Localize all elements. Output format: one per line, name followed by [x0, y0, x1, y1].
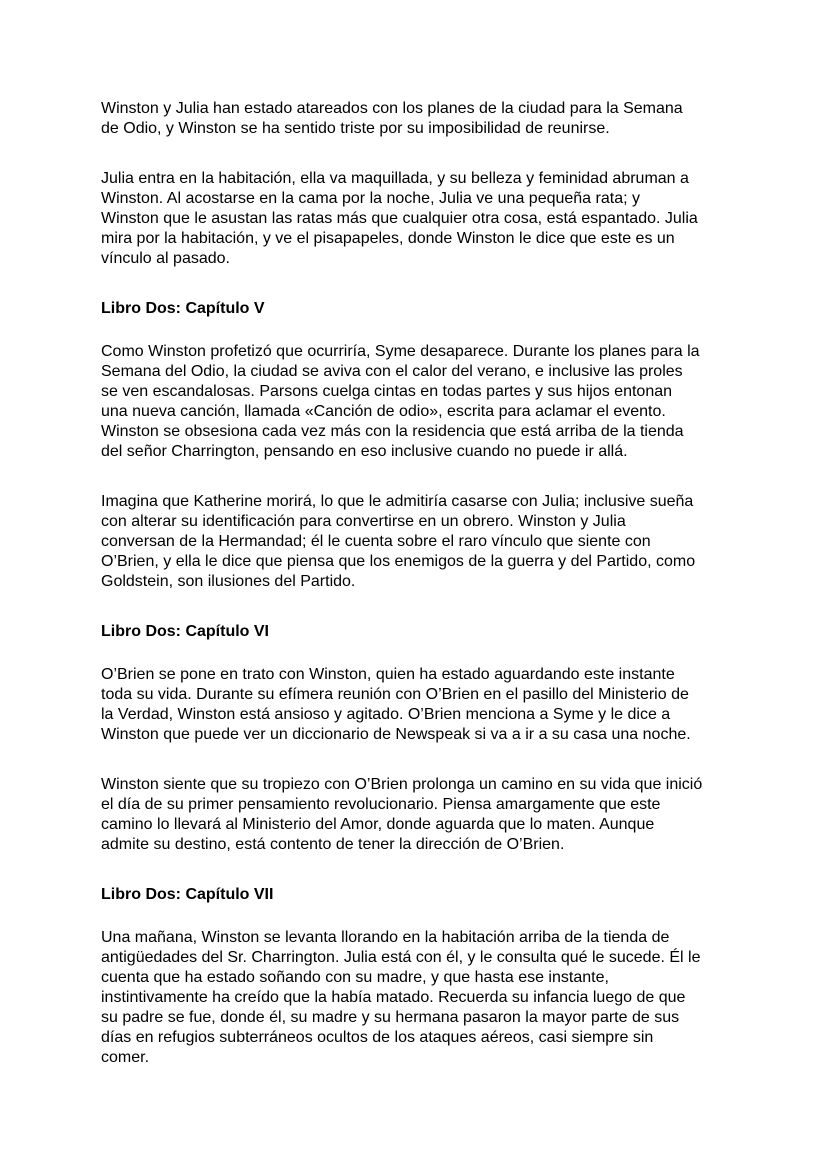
- paragraph-obrien-trato: O’Brien se pone en trato con Winston, quien ha estado aguardando este instante toda su vida. Durante su efímera reunión con O’Brien en el pasillo del Ministerio de la Verdad, Winston está ansioso y agitado. O’Brien menciona a Syme y le dice a Winston que puede ver un diccionario de Newspeak si va a ir a su casa una noche.: [101, 666, 691, 743]
- paragraph-tropiezo: Winston siente que su tropiezo con O’Brien prolonga un camino en su vida que inició el día de su primer pensamiento revolucionario. Piensa amargamente que este camino lo llevará al Ministerio del Amor, donde aguarda que lo maten. Aunque admite su destino, está contento de tener la dirección de O’Brien.: [101, 776, 703, 853]
- heading-capitulo-vi: Libro Dos: Capítulo VI: [101, 623, 269, 640]
- paragraph-julia-rata: Julia entra en la habitación, ella va maquillada, y su belleza y feminidad abruman a Winston. Al acostarse en la cama por la noche, Julia ve una pequeña rata; y Winston que le asustan las ratas más que cualquier otra cosa, está espantado. Julia mira por la habitación, y ve el pisapapeles, donde Winston le dice que este es un vínculo al pasado.: [101, 170, 698, 267]
- heading-capitulo-v: Libro Dos: Capítulo V: [101, 300, 265, 317]
- paragraph-syme-desaparece: Como Winston profetizó que ocurriría, Syme desaparece. Durante los planes para la Semana del Odio, la ciudad se aviva con el calor del verano, e inclusive las proles se ven escandalosas. Parsons cuelga cintas en todas partes y sus hijos entonan una nueva canción, llamada «Canción de odio», escrita para aclamar el evento. Winston se obsesiona cada vez más con la residencia que está arriba de la tienda del señor Charrington, pensando en eso inclusive cuando no puede ir allá.: [101, 343, 700, 460]
- paragraph-katherine: Imagina que Katherine morirá, lo que le admitiría casarse con Julia; inclusive sueña con alterar su identificación para convertirse en un obrero. Winston y Julia conversan de la Hermandad; él le cuenta sobre el raro vínculo que siente con O’Brien, y ella le dice que piensa que los enemigos de la guerra y del Partido, como Goldstein, son ilusiones del Partido.: [101, 493, 696, 590]
- heading-capitulo-vii: Libro Dos: Capítulo VII: [101, 886, 274, 903]
- document-body: [101, 99, 741, 1068]
- paragraph-manana-llorando: Una mañana, Winston se levanta llorando en la habitación arriba de la tienda de antigüedades del Sr. Charrington. Julia está con él, y le consulta qué le sucede. Él le cuenta que ha estado soñando con su madre, y que hasta ese instante, instintivamente ha creído que la había matado. Recuerda su infancia luego de que su padre se fue, donde él, su madre y su hermana pasaron la mayor parte de sus días en refugios subterráneos ocultos de los ataques aéreos, casi siempre sin comer.: [101, 929, 701, 1066]
- paragraph-semana-odio: Winston y Julia han estado atareados con los planes de la ciudad para la Semana de Odio, y Winston se ha sentido triste por su imposibilidad de reunirse.: [101, 100, 683, 137]
